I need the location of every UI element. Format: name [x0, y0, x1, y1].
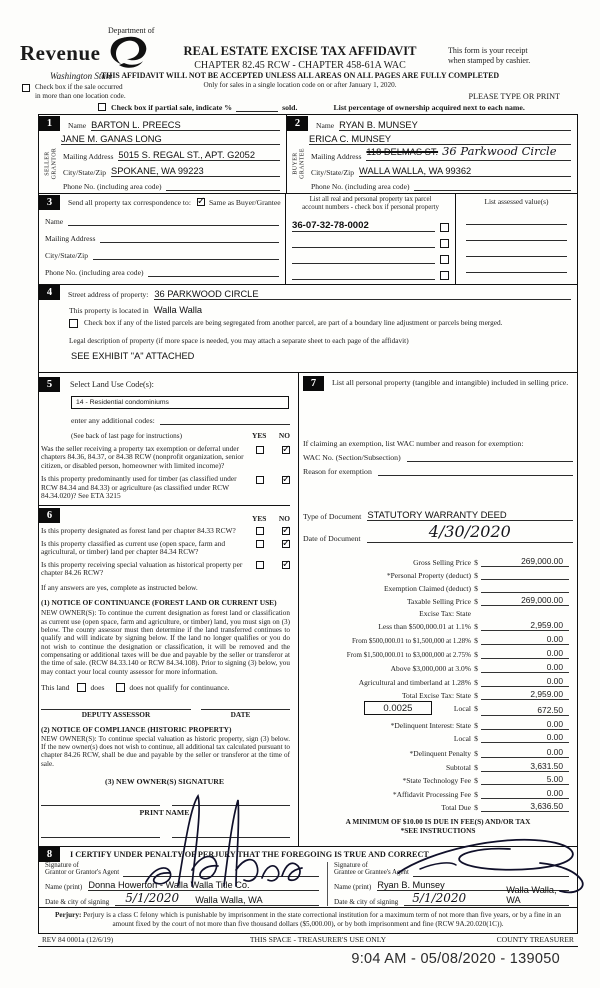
- fee-label-subtotal: Subtotal: [445, 763, 471, 772]
- fee-field-local[interactable]: 672.50: [481, 705, 569, 716]
- partial-sale-checkbox[interactable]: [98, 103, 106, 111]
- section-6-number: 6: [39, 508, 60, 523]
- section-5-number: 5: [39, 377, 60, 392]
- buyer-phone-label: Phone No. (including area code): [311, 182, 410, 191]
- land-use-title: Select Land Use Code(s):: [70, 379, 154, 389]
- s5-q1-yes-checkbox[interactable]: [256, 446, 264, 454]
- grantor-half: [39, 862, 327, 906]
- additional-codes-label: enter any additional codes:: [71, 416, 155, 425]
- buyer-mailing-handwritten-value: 36 Parkwood Circle: [442, 144, 557, 158]
- doc-type-row: [303, 506, 573, 521]
- fee-field-tier1[interactable]: 2,959.00: [481, 620, 569, 631]
- fee-field-personal[interactable]: [481, 579, 569, 580]
- partial-sale-sold-label: sold.: [282, 103, 298, 112]
- section-8-number: 8: [39, 847, 60, 862]
- dollar-sign: $: [474, 664, 478, 673]
- header-warning: THIS AFFIDAVIT WILL NOT BE ACCEPTED UNLESS ALL AREAS ON ALL PAGES ARE FULLY COMPLETED: [100, 71, 500, 80]
- doc-date-handwritten: 4/30/2020: [428, 522, 511, 541]
- assessed-header: List assessed value(s): [484, 197, 549, 206]
- print-name-label: PRINT NAME: [139, 808, 190, 818]
- fee-label-gross: Gross Selling Price: [413, 558, 471, 567]
- dor-logo-department-of: Department of: [108, 26, 155, 35]
- fee-field-agri[interactable]: 0.00: [481, 676, 569, 687]
- buyer-name-label: Name: [316, 121, 335, 130]
- fee-field-taxable[interactable]: 269,000.00: [481, 595, 569, 606]
- s6-q3-text: Is this property receiving special valuation as historical property per chapter 84.26 RCW?: [41, 559, 243, 578]
- owner-sign-row-2: [39, 837, 290, 838]
- corr-name-field[interactable]: [68, 225, 279, 226]
- buyer-csz-field[interactable]: WALLA WALLA, WA 99362: [359, 166, 571, 177]
- section-8: [39, 846, 577, 907]
- section-4-number: 4: [39, 285, 60, 300]
- parcel-personal-checkbox-2[interactable]: [440, 239, 449, 248]
- dollar-sign: $: [474, 721, 478, 730]
- fee-field-tier3[interactable]: 0.00: [481, 648, 569, 659]
- partial-sale-label: Check box if partial sale, indicate %: [111, 103, 233, 112]
- assessor-labels-row: [39, 710, 290, 719]
- s6-q2-text: Is this property classified as current use (open space, farm and agricultural, or timber) land per chapter 84.34 RCW?: [41, 538, 226, 557]
- grantee-name-print-label: Name (print): [334, 882, 372, 891]
- s6-q3-yes-checkbox[interactable]: [256, 561, 264, 569]
- does-label: does: [90, 682, 105, 692]
- perjury-lead: Perjury:: [55, 911, 82, 919]
- same-as-buyer-label: Same as Buyer/Grantee: [208, 197, 281, 207]
- fee-field-tier4[interactable]: 0.00: [481, 662, 569, 673]
- grantor-date-city-field[interactable]: [115, 891, 319, 906]
- s6-q3-no-checkbox[interactable]: [282, 561, 290, 569]
- land-does-not-checkbox[interactable]: [116, 683, 125, 692]
- dor-logo-washington-state: Washington State: [50, 71, 113, 81]
- buyer-name2-field[interactable]: ERICA C. MUNSEY: [309, 134, 571, 145]
- fee-field-delinq-int-state[interactable]: 0.00: [481, 719, 569, 730]
- reason-row: [303, 462, 573, 476]
- s6-q1-yes-checkbox[interactable]: [256, 527, 264, 535]
- parcel-personal-checkbox-4[interactable]: [440, 271, 449, 280]
- fee-field-tier2[interactable]: 0.00: [481, 634, 569, 645]
- s5-q2-yes-checkbox[interactable]: [256, 476, 264, 484]
- reason-label: Reason for exemption: [303, 467, 372, 476]
- section-5-6-7: [39, 372, 577, 846]
- buyer-phone-field[interactable]: [414, 190, 571, 191]
- grantor-name-print-field[interactable]: Donna Howerton - Walla Walla Title Co.: [88, 880, 319, 891]
- owner-signature-field-1[interactable]: [41, 805, 160, 806]
- doc-type-label: Type of Document: [303, 512, 362, 521]
- doc-date-row: [303, 521, 573, 543]
- fee-label-agri: Agricultural and timberland at 1.28%: [358, 678, 471, 687]
- fee-label-tier3: From $1,500,000.01 to $3,000,000 at 2.75%: [346, 651, 471, 659]
- buyer-mailing-label: Mailing Address: [311, 152, 362, 161]
- dollar-sign: $: [474, 622, 478, 631]
- corr-mailing-label: Mailing Address: [45, 234, 96, 243]
- partial-sale-percent-field[interactable]: [236, 111, 278, 112]
- treasurer-stamp: 9:04 AM - 05/08/2020 - 139050: [351, 951, 560, 967]
- fee-label-local: Local: [453, 703, 471, 713]
- section-1-2: [39, 115, 577, 193]
- this-land-label: This land: [41, 682, 70, 692]
- s6-q1-no-checkbox[interactable]: [282, 527, 290, 535]
- spacer: [303, 476, 573, 506]
- seller-phone-label: Phone No. (including area code): [63, 182, 162, 191]
- notice1-body: NEW OWNER(S): To continue the current designation as forest land or classification as current use (open space, farm and agriculture, or timber) land, you must sign on (3) below. The county assessor must then determine if the land transferred continues to qualify and will indicate by signing below. If the land no longer qualifies or you do not wish to continue the designation or classification, it will be removed and the compensating or additional taxes will be due and payable by the seller or transferor at the time of sale. (RCW 84.33.140 or RCW 84.34.108). Prior to signing (3) below, you may contact your local county assessor for more information.: [41, 609, 290, 676]
- land-does-checkbox[interactable]: [77, 683, 86, 692]
- treasurer-space-label: THIS SPACE - TREASURER'S USE ONLY: [249, 935, 387, 944]
- fee-label-exemption: Exemption Claimed (deduct): [383, 584, 471, 593]
- personal-property-blank-area[interactable]: [303, 391, 573, 439]
- personal-property-title: List all personal property (tangible and intangible) included in selling price.: [332, 378, 569, 387]
- date-label: DATE: [230, 709, 251, 719]
- see-back-row: [71, 428, 290, 440]
- parcel-number-field-4[interactable]: [292, 279, 435, 280]
- parcel-personal-checkbox-1[interactable]: [440, 223, 449, 232]
- doc-date-field[interactable]: [367, 522, 573, 543]
- grantor-city-value: Walla Walla, WA: [195, 895, 263, 905]
- section-1-seller: [39, 115, 287, 193]
- grantee-name-print-field[interactable]: Ryan B. Munsey: [377, 880, 569, 891]
- dollar-sign: $: [474, 678, 478, 687]
- owner-print-field-2[interactable]: [172, 837, 291, 838]
- grantor-sig-label: Signature of Grantor or Grantor's Agent: [45, 861, 120, 877]
- fee-label-tier2: From $500,000.01 to $1,500,000 at 1.28%: [352, 637, 471, 645]
- corr-mailing-field[interactable]: [100, 242, 279, 243]
- dollar-sign: $: [474, 650, 478, 659]
- multi-location-checkbox[interactable]: [22, 84, 30, 92]
- s6-question-1: [39, 527, 290, 535]
- seller-side-label: SELLER GRANTOR: [44, 147, 57, 180]
- s5-q2-text: Is this property predominantly used for timber (as classified under RCW 84.34 and 84.33) or agriculture (as classified under RCW 84.34.020)? See ETA 3215: [41, 474, 237, 501]
- segregated-checkbox[interactable]: [69, 319, 78, 328]
- minimum-due-note: A MINIMUM OF $10.00 IS DUE IN FEE(S) AND/OR TAX: [345, 817, 531, 826]
- fee-label-personal: *Personal Property (deduct): [386, 571, 471, 580]
- grantee-sig-label: Signature of Grantee or Grantee's Agent: [334, 861, 409, 877]
- assessed-value-field-3[interactable]: [466, 241, 567, 257]
- section-7-number: 7: [303, 376, 324, 391]
- new-owner-signature-title: (3) NEW OWNER(S) SIGNATURE: [104, 777, 225, 787]
- fee-label-processing-fee: *Affidavit Processing Fee: [392, 790, 471, 799]
- fee-label-taxable: Taxable Selling Price: [406, 597, 471, 606]
- s6-q2-no-checkbox[interactable]: [282, 540, 290, 548]
- s6-question-3: [39, 561, 290, 578]
- fee-field-total-due[interactable]: 3,636.50: [481, 801, 569, 812]
- grantee-date-city-field[interactable]: [404, 885, 569, 906]
- dor-logo-revenue: Revenue: [20, 40, 101, 65]
- deputy-assessor-label: DEPUTY ASSESSOR: [81, 709, 151, 719]
- fee-field-subtotal[interactable]: 3,631.50: [481, 761, 569, 772]
- grantee-city-value: Walla Walla, WA: [506, 885, 557, 905]
- buyer-side-label: BUYER GRANTEE: [292, 148, 305, 179]
- fee-label-delinq-int-state: *Delinquent Interest: State: [390, 721, 471, 730]
- receipt-note: [448, 46, 563, 65]
- form-body: [38, 114, 578, 934]
- buyer-name-field[interactable]: RYAN B. MUNSEY: [339, 120, 571, 131]
- assessed-value-field-2[interactable]: [466, 225, 567, 241]
- section-1-number: 1: [39, 116, 60, 131]
- assessed-value-field-4[interactable]: [466, 257, 567, 273]
- same-as-buyer-checkbox[interactable]: [197, 198, 205, 206]
- dollar-sign: $: [474, 776, 478, 785]
- fee-field-delinq-int-local[interactable]: 0.00: [481, 732, 569, 743]
- dollar-sign: $: [474, 763, 478, 772]
- corr-csz-label: City/State/Zip: [45, 251, 89, 260]
- fee-field-exemption[interactable]: [481, 592, 569, 593]
- exemption-note: If claiming an exemption, list WAC number and reason for exemption:: [303, 439, 524, 448]
- s6-question-2: [39, 540, 290, 557]
- s5-q1-no-checkbox[interactable]: [282, 446, 290, 454]
- notice2-title: (2) NOTICE OF COMPLIANCE (HISTORIC PROPERTY): [41, 724, 232, 734]
- grantor-date-handwritten: 5/1/2020: [125, 891, 180, 905]
- form-title: REAL ESTATE EXCISE TAX AFFIDAVIT: [183, 44, 417, 58]
- grantor-date-city-label: Date & city of signing: [45, 897, 110, 906]
- fee-field-total-state[interactable]: 2,959.00: [481, 689, 569, 700]
- section-2-buyer: [287, 115, 577, 193]
- perjury-note: [39, 907, 577, 933]
- wac-field[interactable]: [407, 461, 573, 462]
- corr-csz-field[interactable]: [93, 259, 279, 260]
- section-6: [39, 505, 290, 838]
- section-5-header: [39, 376, 290, 392]
- seller-phone-field[interactable]: [166, 190, 280, 191]
- dollar-sign: $: [474, 597, 478, 606]
- seller-csz-label: City/State/Zip: [63, 168, 107, 177]
- parcel-number-field-3[interactable]: [292, 263, 435, 264]
- header-only-note: Only for sales in a single location code on or after January 1, 2020.: [203, 81, 397, 89]
- s5-question-1: [39, 445, 290, 470]
- land-use-code-select[interactable]: 14 - Residential condominiums: [71, 396, 289, 409]
- dollar-sign: $: [474, 571, 478, 580]
- section-3-number: 3: [39, 195, 60, 210]
- dollar-sign: $: [474, 691, 478, 700]
- owner-sign-row-1: [39, 805, 290, 806]
- fee-label-tier4: Above $3,000,000 at 3.0%: [390, 664, 471, 673]
- parcel-personal-checkbox-3[interactable]: [440, 255, 449, 264]
- does-not-label: does not qualify for continuance.: [129, 682, 230, 692]
- fee-field-delinq-penalty[interactable]: 0.00: [481, 747, 569, 758]
- local-rate-box[interactable]: 0.0025: [364, 701, 432, 715]
- county-treasurer-label: COUNTY TREASURER: [496, 935, 574, 944]
- fee-label-tech-fee: *State Technology Fee: [402, 776, 471, 785]
- form-rev-number: REV 84 0001a (12/6/19): [42, 935, 114, 944]
- form-subtitle: CHAPTER 82.45 RCW - CHAPTER 458-61A WAC: [194, 60, 406, 71]
- buyer-mailing-struck-value: 118 DELMAS ST.: [366, 147, 439, 157]
- grantor-signature-field[interactable]: [123, 876, 319, 877]
- section-7-header: [303, 376, 573, 391]
- fee-label-total-due: Total Due: [441, 803, 471, 812]
- wac-row: [303, 448, 573, 462]
- section-3-correspondence: [39, 194, 286, 284]
- notice1-title: (1) NOTICE OF CONTINUANCE (FOREST LAND OR CURRENT USE): [41, 598, 277, 608]
- seller-mailing-label: Mailing Address: [63, 152, 114, 161]
- assessed-value-field-1[interactable]: [466, 209, 567, 225]
- dollar-sign: $: [474, 584, 478, 593]
- dollar-sign: $: [474, 803, 478, 812]
- segregated-label: Check box if any of the listed parcels are being segregated from another parcel, are part of a boundary line adjustment or parcels being merged.: [84, 317, 503, 327]
- multi-location-row: [22, 83, 182, 100]
- corr-phone-label: Phone No. (including area code): [45, 268, 144, 277]
- located-in-field[interactable]: Walla Walla: [153, 305, 203, 315]
- right-column: [299, 373, 577, 846]
- grantor-name-print-label: Name (print): [45, 882, 83, 891]
- if-yes-note: If any answers are yes, complete as instructed below.: [41, 583, 198, 593]
- additional-codes-row: [71, 413, 290, 425]
- see-back-label: (See back of last page for instructions): [71, 432, 182, 440]
- form-title-block: [140, 44, 460, 71]
- dollar-sign: $: [474, 703, 478, 713]
- corr-phone-field[interactable]: [148, 276, 279, 277]
- send-correspondence-label: Send all property tax correspondence to:: [68, 197, 191, 207]
- seller-mailing-field[interactable]: 5015 S. REGAL ST., APT. G2052: [118, 150, 280, 161]
- s6-q1-text: Is this property designated as forest land per chapter 84.33 RCW?: [41, 526, 236, 536]
- dollar-sign: $: [474, 749, 478, 758]
- s5-q1-text: Was the seller receiving a property tax exemption or deferral under chapters 84.36, 84.37, or 84.38 RCW (nonprofit organization, senior citizen, or disabled person, homeowner with limited income)?: [41, 444, 244, 470]
- additional-codes-field[interactable]: [160, 424, 290, 425]
- fee-label-tier1: Less than $500,000.01 at 1.1%: [378, 622, 471, 631]
- fee-field-processing-fee[interactable]: 0.00: [481, 788, 569, 799]
- grantee-date-city-label: Date & city of signing: [334, 897, 399, 906]
- parcel-header: List all real and personal property tax parcel account numbers - check box if personal property: [302, 196, 439, 212]
- ownership-note: List percentage of ownership acquired next to each name.: [333, 103, 525, 112]
- street-address-label: Street address of property:: [68, 290, 149, 299]
- s5-question-2: [39, 475, 290, 500]
- reason-field[interactable]: [378, 475, 573, 476]
- local-rate-row: [303, 700, 573, 716]
- excise-tax-state-header: Excise Tax: State: [419, 609, 471, 618]
- see-instructions-note: *SEE INSTRUCTIONS: [400, 826, 476, 835]
- please-type-note: PLEASE TYPE OR PRINT: [468, 92, 560, 101]
- perjury-text: Perjury is a class C felony which is punishable by imprisonment in the state correctional institution for a maximum term of not more than five years, or by a fine in an amount fixed by the court of not more than five thousand dollars ($5,000.00), or by both imprisonment and fine (RCW 9A.20.020(1C)).: [83, 911, 561, 928]
- seller-name-label: Name: [68, 121, 87, 130]
- dollar-sign: $: [474, 734, 478, 743]
- legal-description-value[interactable]: SEE EXHIBIT "A" ATTACHED: [71, 351, 195, 361]
- buyer-csz-label: City/State/Zip: [311, 168, 355, 177]
- seller-csz-field[interactable]: SPOKANE, WA 99223: [111, 166, 280, 177]
- s5-q2-no-checkbox[interactable]: [282, 476, 290, 484]
- section-3-assessed: [456, 194, 577, 284]
- grantee-date-handwritten: 5/1/2020: [412, 891, 467, 905]
- fee-label-delinq-penalty: *Delinquent Penalty: [409, 749, 471, 758]
- dollar-sign: $: [474, 636, 478, 645]
- yes-no-header-6: YES NO: [252, 514, 290, 524]
- wac-label: WAC No. (Section/Subsection): [303, 453, 401, 462]
- yes-no-header-5: YES NO: [252, 431, 290, 440]
- spacer: [303, 543, 573, 554]
- seller-name-field[interactable]: BARTON L. PREECS: [91, 120, 280, 131]
- doc-type-field[interactable]: STATUTORY WARRANTY DEED: [367, 509, 573, 521]
- certify-statement: I CERTIFY UNDER PENALTY OF PERJURY THAT THE FOREGOING IS TRUE AND CORRECT: [70, 849, 429, 859]
- notice2-body: NEW OWNER(S): To continue special valuation as historic property, sign (3) below. If the new owner(s) does not wish to continue, all additional tax calculated pursuant to chapter 84.26 RCW, shall be due and payable by the seller or transferor at the time of sale.: [41, 734, 290, 768]
- this-land-row: [39, 683, 290, 692]
- fee-field-gross[interactable]: 269,000.00: [481, 556, 569, 567]
- fee-field-tech-fee[interactable]: 5.00: [481, 774, 569, 785]
- signature-halves: [39, 862, 577, 906]
- footer-row: [38, 933, 578, 947]
- doc-date-label: Date of Document: [303, 534, 361, 543]
- s6-q2-yes-checkbox[interactable]: [256, 540, 264, 548]
- owner-print-field-1[interactable]: [41, 837, 160, 838]
- section-3: [39, 193, 577, 284]
- legal-description-label: Legal description of property (if more space is needed, you may attach a separate sheet to each page of the affidavit): [69, 335, 409, 345]
- grantee-signature-field[interactable]: [413, 876, 569, 877]
- section-3-parcels: [286, 194, 456, 284]
- buyer-mailing-field[interactable]: [366, 142, 571, 161]
- left-column: [39, 373, 299, 846]
- receipt-note-line1: This form is your receipt: [448, 46, 528, 55]
- dollar-sign: $: [474, 790, 478, 799]
- grantee-half: [327, 862, 577, 906]
- partial-sale-row: [98, 103, 578, 112]
- receipt-note-line2: when stamped by cashier.: [448, 55, 531, 65]
- fee-label-total-state: Total Excise Tax: State: [401, 691, 471, 700]
- parcel-number-field-2[interactable]: [292, 247, 435, 248]
- multi-location-label: Check box if the sale occurred in more than one location code.: [35, 83, 126, 100]
- street-address-field[interactable]: 36 PARKWOOD CIRCLE: [154, 289, 571, 300]
- section-2-number: 2: [287, 116, 308, 131]
- located-in-label: This property is located in: [69, 306, 149, 315]
- seller-name2-field[interactable]: JANE M. GANAS LONG: [61, 134, 280, 145]
- parcel-number-field[interactable]: 36-07-32-78-0002: [292, 220, 435, 232]
- corr-name-label: Name: [45, 217, 64, 226]
- section-4: [39, 284, 577, 372]
- fee-label-delinq-int-local: Local: [453, 734, 471, 743]
- owner-signature-field-2[interactable]: [172, 805, 291, 806]
- dollar-sign: $: [474, 558, 478, 567]
